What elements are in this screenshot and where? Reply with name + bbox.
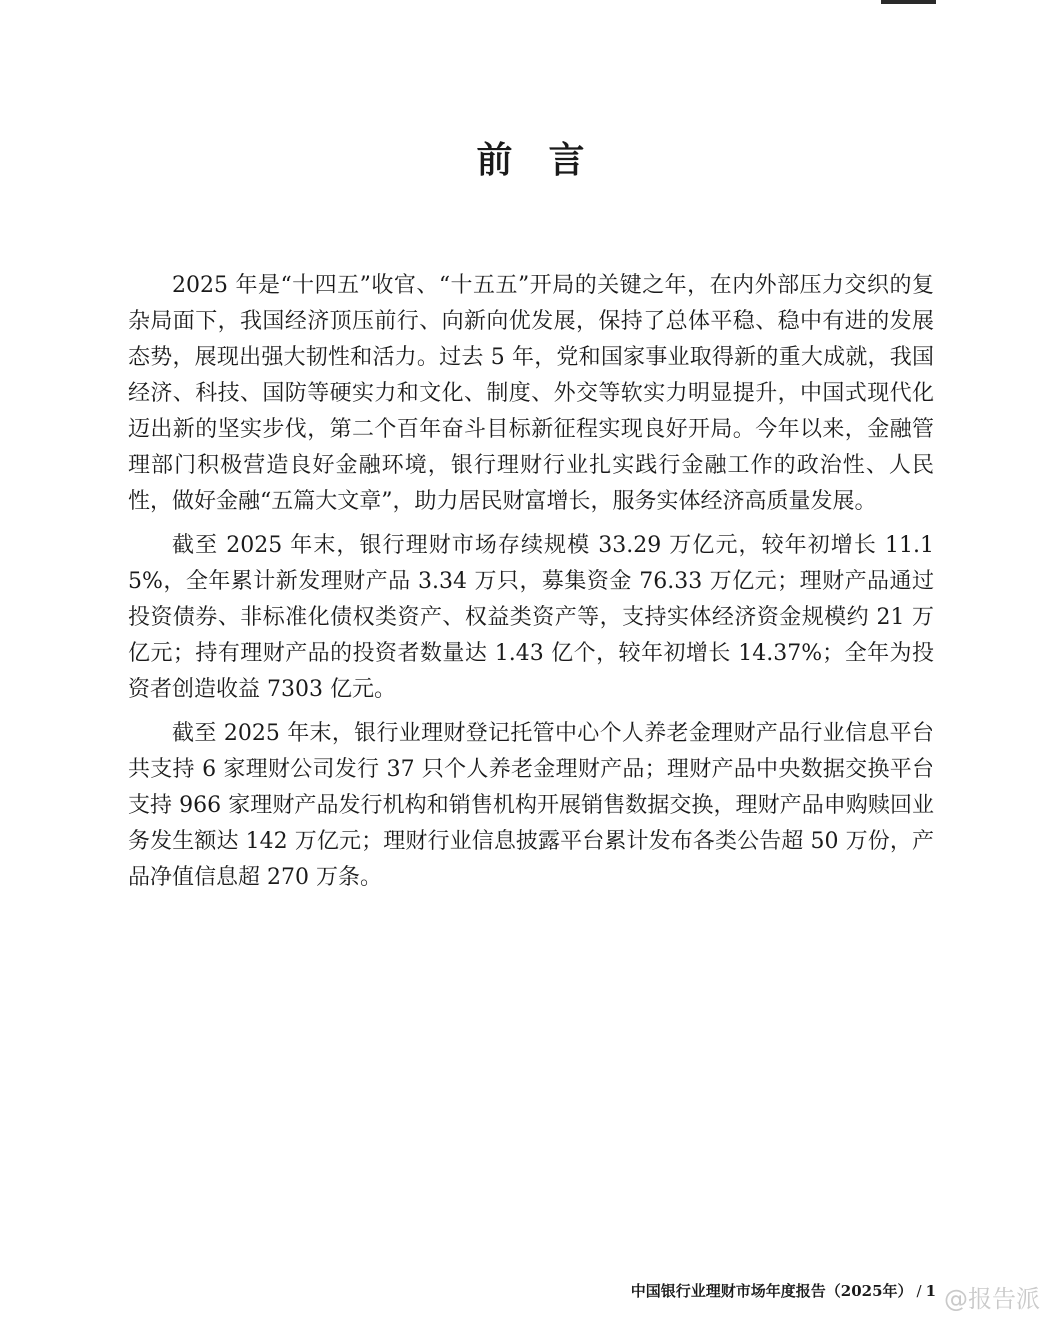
paragraph-platform-services: 截至 2025 年末，银行业理财登记托管中心个人养老金理财产品行业信息平台共支持 6 家理财公司发行 37 只个人养老金理财产品；理财产品中央数据交换平台支持 966 家理财产品发行机构和销售机构开展销售数据交换，理财产品申购赎回业务发生额达 142 万亿元；理财行业信息披露平台累计发布各类公告超 50 万份，产品净值信息超 270 万条。 [128,721,934,890]
body-text [128,268,934,904]
page-footer [560,1280,936,1302]
page-number: 1 [925,1282,936,1300]
page-title: 前言 [476,139,621,181]
top-edge-bar [881,0,936,4]
footer-separator: / [916,1282,922,1300]
paragraph-intro: 2025 年是“十四五”收官、“十五五”开局的关键之年，在内外部压力交织的复杂局面下，我国经济顶压前行、向新向优发展，保持了总体平稳、稳中有进的发展态势，展现出强大韧性和活力。过去 5 年，党和国家事业取得新的重大成就，我国经济、科技、国防等硬实力和文化、制度、外交等软实力明显提升，中国式现代化迈出新的坚实步伐，第二个百年奋斗目标新征程实现良好开局。今年以来，金融管理部门积极营造良好金融环境，银行理财行业扎实践行金融工作的政治性、人民性，做好金融“五篇大文章”，助力居民财富增长，服务实体经济高质量发展。 [128,273,934,514]
watermark: @报告派 [944,1285,1040,1313]
paragraph-market-scale: 截至 2025 年末，银行理财市场存续规模 33.29 万亿元，较年初增长 11.15%，全年累计新发理财产品 3.34 万只，募集资金 76.33 万亿元；理财产品通过投资债券、非标准化债权类资产、权益类资产等，支持实体经济资金规模约 21 万亿元；持有理财产品的投资者数量达 1.43 亿个，较年初增长 14.37%；全年为投资者创造收益 7303 亿元。 [128,533,934,702]
footer-report-title: 中国银行业理财市场年度报告（2025年） [630,1282,913,1300]
